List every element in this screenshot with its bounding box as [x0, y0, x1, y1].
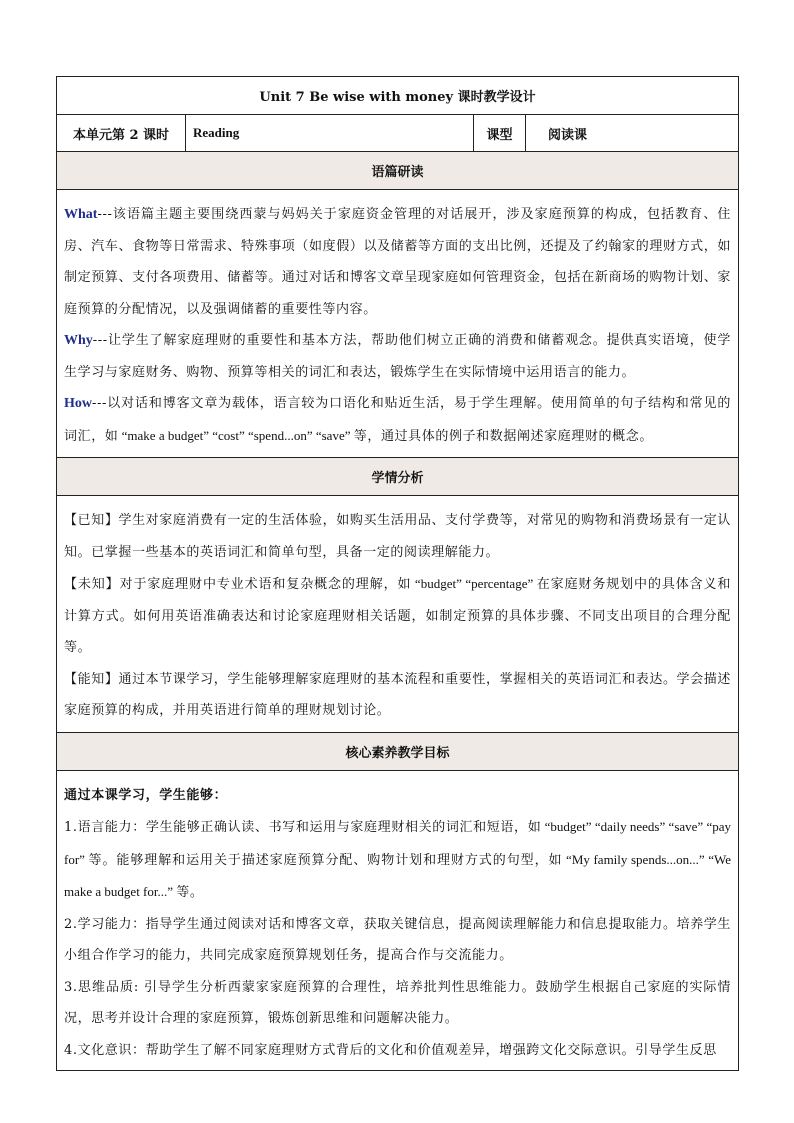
lesson-type-value: 阅读课: [526, 115, 739, 152]
objective-language-text: 1.语言能力：学生能够正确认读、书写和运用与家庭理财相关的词汇和短语，如: [64, 820, 542, 835]
objective-thinking: 3.思维品质: 引导学生分析西蒙家家庭预算的合理性，培养批判性思维能力。鼓励学生根据自己家庭的实际情况，思考并设计合理的家庭预算，锻炼创新思维和问题解决能力。: [64, 979, 732, 1026]
lesson-plan-table: [56, 76, 739, 1071]
objective-language: [64, 811, 731, 909]
able-paragraph: [64, 664, 731, 727]
what-paragraph: [64, 199, 731, 325]
how-terms: “make a budget” “cost” “spend...on” “save”: [118, 427, 354, 443]
objective-language-text-2: 等。能够理解和运用关于描述家庭预算分配、购物计划和理财方式的句型，如: [88, 852, 563, 868]
how-keyword: How: [64, 396, 92, 411]
objectives-body: [57, 770, 739, 1070]
section-heading-learner-analysis: 学情分析: [57, 458, 739, 496]
why-paragraph: [64, 325, 731, 388]
lesson-title: Unit 7 Be wise with money 课时教学设计: [57, 77, 739, 115]
section-heading-objectives: 核心素养教学目标: [57, 732, 739, 770]
what-keyword: What: [64, 207, 98, 222]
lesson-meta-row: [57, 115, 739, 152]
unknown-text: 对于家庭理财中专业术语和复杂概念的理解，如: [119, 577, 412, 592]
how-paragraph: [64, 388, 731, 452]
how-text-end: 等，通过具体的例子和数据阐述家庭理财的概念。: [353, 428, 653, 444]
known-label: 【已知】: [64, 513, 119, 528]
lesson-type-label: 课型: [474, 115, 526, 152]
text-analysis-body: [57, 190, 739, 458]
objective-learning: 2.学习能力：指导学生通过阅读对话和博客文章，获取关键信息，提高阅读理解能力和信息提取能力。培养学生小组合作学习的能力，共同完成家庭预算规划任务，提高合作与交流能力。: [64, 916, 732, 963]
unknown-label: 【未知】: [64, 577, 120, 592]
section-heading-text-analysis: 语篇研读: [57, 152, 739, 190]
able-label: 【能知】: [64, 671, 119, 687]
known-text: 学生对家庭消费有一定的生活体验，如购买生活用品、支付学费等，对常见的购物和消费场景有一定认知。已掌握一些基本的英语词汇和简单句型，具备一定的阅读理解能力。: [64, 513, 731, 560]
learner-analysis-body: [57, 496, 739, 733]
objective-culture: 4.文化意识：帮助学生了解不同家庭理财方式背后的文化和价值观差异，增强跨文化交际意识。引导学生反思: [64, 1042, 717, 1058]
objective-language-text-3: 等。: [176, 885, 204, 900]
lesson-name: Reading: [186, 115, 474, 152]
why-text: ---让学生了解家庭理财的重要性和基本方法，帮助他们树立正确的消费和储蓄观念。提供真实语境，使学生学习与家庭财务、购物、预算等相关的词汇和表达，锻炼学生在实际情境中运用语言的能力。: [64, 333, 732, 380]
why-keyword: Why: [64, 333, 93, 348]
how-text: ---以对话和博客文章为载体，语言较为口语化和贴近生活，易于学生理解。使用简单的句子结构和常见的词汇，如: [64, 396, 732, 444]
objectives-content: [64, 780, 731, 1070]
unknown-paragraph: [64, 568, 731, 664]
lesson-number: 本单元第 2 课时: [57, 115, 186, 152]
able-text: 通过本节课学习，学生能够理解家庭理财的基本流程和重要性，掌握相关的英语词汇和表达。学会描述家庭预算的构成，并用英语进行简单的理财规划讨论。: [64, 671, 731, 718]
what-text: ---该语篇主题主要围绕西蒙与妈妈关于家庭资金管理的对话展开，涉及家庭预算的构成，包括教育、住房、汽车、食物等日常需求、特殊事项（如度假）以及储蓄等方面的支出比例，还提及了约翰家的理财方式，如制定预算、支付各项费用、储蓄等。通过对话和博客文章呈现家庭如何管理资金，包括在新商场的购物计划、家庭预算的分配情况，以及强调储蓄的重要性等内容。: [64, 207, 732, 317]
objective-language-terms: “budget” “daily needs” “save” “pay for”: [64, 819, 732, 867]
objective-language-sentences: “My family spends...on...” “We make a budget for...”: [64, 851, 732, 899]
objectives-intro: 通过本课学习，学生能够：: [64, 787, 228, 803]
unknown-text-end: 在家庭财务规划中的具体含义和计算方式。如何用英语准确表达和讨论家庭理财相关话题，如制定预算的具体步骤、不同支出项目的合理分配等。: [64, 577, 732, 655]
unknown-terms: “budget” “percentage”: [411, 576, 537, 591]
lesson-plan-page: [56, 76, 738, 1071]
known-paragraph: [64, 505, 731, 568]
